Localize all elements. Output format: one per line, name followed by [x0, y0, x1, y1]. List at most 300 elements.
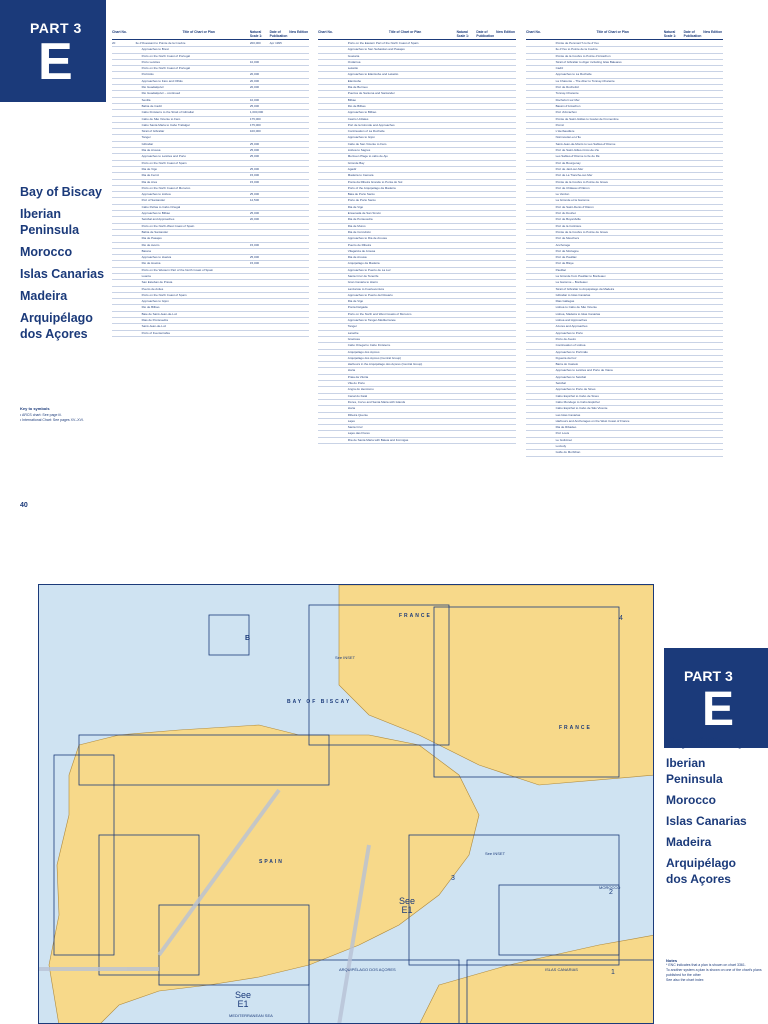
table-cell: Ports on the North Coast of Portugal: [141, 66, 190, 71]
table-cell: [112, 167, 136, 172]
table-cell: 25,000: [249, 211, 260, 216]
table-cell: Port de Jard-sur-Mer: [555, 166, 584, 171]
table-cell: [112, 224, 136, 229]
table-cell: [526, 123, 550, 128]
table-cell: Ponta da Ribeira Grande to Ponta do Sol: [347, 179, 403, 184]
table-cell: [684, 243, 704, 248]
table-cell: [684, 381, 704, 386]
table-cell: Lajes das Flores: [347, 431, 370, 436]
table-cell: Agadir: [347, 166, 357, 171]
table-cell: Port of Santander: [141, 198, 166, 203]
table-cell: [526, 154, 550, 159]
table-cell: [684, 142, 704, 147]
table-cell: [289, 41, 309, 46]
table-cell: Ports of Fuenterrabia: [141, 330, 170, 335]
table-cell: [289, 274, 309, 279]
table-cell: [526, 261, 550, 266]
table-cell: [664, 66, 684, 71]
table-cell: [318, 362, 342, 367]
table-header-cell: New Edition: [703, 30, 723, 34]
table-cell: [496, 161, 516, 166]
table-cell: [318, 192, 342, 197]
table-header-cell: Title of Chart or Plan: [596, 30, 629, 34]
table-cell: [664, 192, 684, 197]
table-cell: [703, 450, 723, 455]
table-cell: [250, 299, 270, 304]
table-cell: [112, 154, 136, 159]
table-cell: [526, 224, 550, 229]
table-cell: [289, 142, 309, 147]
table-cell: Gibraltar: [141, 141, 154, 146]
table-cell: [318, 312, 342, 317]
table-cell: [112, 305, 136, 310]
table-cell: [112, 79, 136, 84]
table-cell: [476, 318, 496, 323]
table-cell: [496, 173, 516, 178]
table-cell: [684, 85, 704, 90]
table-cell: Lisboa and Approaches: [555, 318, 587, 323]
table-cell: [684, 413, 704, 418]
table-cell: [250, 230, 270, 235]
table-cell: [684, 54, 704, 59]
table-cell: [457, 142, 477, 147]
table-cell: Approaches to Puerto del Rosario: [347, 292, 393, 297]
table-cell: Port Louis: [555, 431, 570, 436]
table-cell: [289, 173, 309, 178]
region-name: Morocco: [666, 793, 717, 807]
table-cell: [703, 331, 723, 336]
table-cell: [112, 331, 136, 336]
see-e1-azores-line-2: E1: [237, 999, 249, 1009]
table-cell: [496, 337, 516, 342]
table-cell: [270, 211, 290, 216]
table-cell: Gibraltar to Islas Canarias: [555, 292, 591, 297]
table-cell: [318, 180, 342, 185]
table-cell: [318, 205, 342, 210]
table-cell: [112, 236, 136, 241]
table-cell: [476, 41, 496, 46]
table-cell: Loctudy: [555, 444, 567, 448]
table-cell: [526, 198, 550, 203]
table-cell: [496, 148, 516, 153]
table-cell: [703, 41, 723, 46]
table-cell: [457, 85, 477, 90]
table-cell: Port de La Tranche-sur-Mer: [555, 173, 593, 178]
table-cell: [270, 110, 290, 115]
table-cell: [318, 356, 342, 361]
table-cell: [664, 180, 684, 185]
table-cell: Porto Leixões: [141, 59, 160, 64]
table-cell: [318, 261, 342, 266]
table-cell: [476, 148, 496, 153]
table-cell: [526, 110, 550, 115]
table-cell: [496, 180, 516, 185]
table-cell: Strait of Gibraltar to Arquipélago da Madeira: [555, 286, 615, 291]
table-cell: [318, 110, 342, 115]
table-cell: [664, 268, 684, 273]
table-cell: [496, 261, 516, 266]
table-cell: [476, 85, 496, 90]
table-cell: [318, 287, 342, 292]
table-cell: [457, 104, 477, 109]
map-number-2: 2: [609, 889, 613, 896]
table-cell: [270, 324, 290, 329]
table-cell: [496, 350, 516, 355]
table-cell: [318, 318, 342, 323]
table-cell: [289, 98, 309, 103]
table-cell: [664, 72, 684, 77]
table-cell: [496, 400, 516, 405]
table-cell: [496, 287, 516, 292]
table-cell: [684, 305, 704, 310]
table-cell: [703, 356, 723, 361]
table-cell: [496, 217, 516, 222]
table-cell: Azores and Approaches: [555, 324, 588, 329]
table-cell: [318, 230, 342, 235]
table-cell: Approaches to Bilbao: [347, 110, 377, 115]
table-cell: [250, 205, 270, 210]
table-cell: Bahia de Santander: [141, 229, 169, 234]
table-cell: [476, 54, 496, 59]
table-cell: [289, 117, 309, 122]
table-cell: [684, 343, 704, 348]
table-cell: [476, 312, 496, 317]
region-name: Iberian: [20, 207, 61, 221]
table-cell: [664, 261, 684, 266]
table-cell: [703, 337, 723, 342]
table-cell: Gran Canaria to Hierro: [347, 280, 379, 285]
table-cell: [289, 129, 309, 134]
table-cell: Bilbao: [347, 97, 357, 102]
table-cell: Continuation of La Rochelle: [347, 129, 385, 134]
region-name: dos Açores: [666, 872, 731, 886]
table-cell: [703, 293, 723, 298]
table-cell: Apr 1995: [269, 41, 282, 45]
table-cell: [664, 431, 684, 436]
table-cell: [703, 224, 723, 229]
table-cell: [526, 406, 550, 411]
table-cell: [289, 104, 309, 109]
table-cell: [112, 173, 136, 178]
table-cell: 15,000: [249, 242, 260, 247]
table-cell: [703, 431, 723, 436]
table-cell: Cabo de San Vicente to Faro: [347, 141, 387, 146]
table-cell: [684, 318, 704, 323]
table-cell: [289, 299, 309, 304]
table-cell: [703, 387, 723, 392]
table-cell: [684, 444, 704, 449]
table-cell: [703, 280, 723, 285]
table-cell: [496, 85, 516, 90]
table-cell: [684, 293, 704, 298]
table-cell: Rias Gallegas: [555, 299, 575, 304]
table-cell: [289, 66, 309, 71]
table-cell: La Gironde from Pauillac to Bordeaux: [555, 273, 606, 278]
table-cell: [496, 129, 516, 134]
table-cell: [526, 142, 550, 147]
table-cell: [703, 312, 723, 317]
table-cell: [318, 381, 342, 386]
table-cell: [289, 154, 309, 159]
table-cell: [684, 192, 704, 197]
table-cell: [318, 337, 342, 342]
table-cell: [318, 293, 342, 298]
table-cell: [270, 198, 290, 203]
table-cell: [703, 98, 723, 103]
table-cell: [112, 72, 136, 77]
table-cell: [112, 287, 136, 292]
map-label-see-b: B: [245, 635, 251, 642]
table-cell: [112, 66, 136, 71]
table-cell: [457, 343, 477, 348]
table-cell: [457, 180, 477, 185]
table-cell: [289, 47, 309, 52]
map-label-see-e1: [399, 897, 415, 915]
table-cell: [684, 186, 704, 191]
table-cell: Approaches to Gijon: [347, 135, 375, 140]
table-cell: [476, 413, 496, 418]
table-cell: [289, 261, 309, 266]
table-cell: [526, 375, 550, 380]
table-cell: [664, 54, 684, 59]
table-cell: [684, 79, 704, 84]
map-label-azores: ARQUIPÉLAGO DOS AÇORES: [339, 967, 396, 972]
table-cell: [526, 324, 550, 329]
table-cell: [476, 198, 496, 203]
table-cell: [684, 211, 704, 216]
table-cell: [318, 224, 342, 229]
table-cell: [684, 312, 704, 317]
table-cell: [664, 161, 684, 166]
table-cell: [703, 243, 723, 248]
table-cell: [250, 186, 270, 191]
table-cell: Horta: [347, 406, 356, 411]
table-cell: [684, 148, 704, 153]
table-cell: [476, 406, 496, 411]
table-cell: [526, 419, 550, 424]
table-cell: [318, 66, 342, 71]
table-cell: [684, 224, 704, 229]
table-cell: [496, 293, 516, 298]
table-cell: [318, 274, 342, 279]
table-cell: Saint-Jean-de-Luz: [141, 324, 167, 329]
table-cell: [476, 123, 496, 128]
chart-table-column-3: [526, 30, 723, 457]
region-name: Islas Canarias: [20, 267, 105, 281]
table-cell: [476, 173, 496, 178]
table-cell: Puerto de Aviles: [141, 286, 164, 291]
table-cell: [318, 331, 342, 336]
table-cell: [496, 312, 516, 317]
table-cell: [703, 343, 723, 348]
table-cell: [684, 350, 704, 355]
table-cell: [664, 167, 684, 172]
table-cell: [476, 293, 496, 298]
table-cell: [112, 318, 136, 323]
table-cell: [664, 243, 684, 248]
table-cell: 175,000: [249, 116, 261, 121]
table-cell: Approaches to Leixões and Porto: [141, 154, 186, 159]
table-cell: 20,000: [249, 78, 260, 83]
table-cell: 25,000: [249, 166, 260, 171]
table-cell: [318, 375, 342, 380]
table-cell: [318, 305, 342, 310]
table-cell: [496, 425, 516, 430]
table-cell: [318, 387, 342, 392]
table-cell: [318, 98, 342, 103]
table-cell: [496, 198, 516, 203]
table-cell: [270, 91, 290, 96]
table-cell: Madeira to Camara: [347, 173, 374, 178]
table-cell: Port de Pauillac: [555, 255, 577, 260]
table-cell: [664, 425, 684, 430]
table-cell: [457, 438, 477, 443]
table-cell: [476, 362, 496, 367]
table-cell: Gironde Bay: [347, 160, 365, 165]
table-cell: [496, 406, 516, 411]
table-cell: [289, 224, 309, 229]
table-cell: [318, 211, 342, 216]
table-cell: [684, 154, 704, 159]
table-cell: [457, 211, 477, 216]
table-cell: [664, 142, 684, 147]
table-cell: [457, 406, 477, 411]
table-cell: [703, 211, 723, 216]
table-cell: [526, 117, 550, 122]
table-cell: [457, 236, 477, 241]
table-cell: [112, 91, 136, 96]
table-cell: [476, 324, 496, 329]
table-cell: [703, 394, 723, 399]
table-cell: [457, 66, 477, 71]
table-cell: Rio de Bilbao: [141, 305, 160, 310]
table-cell: [270, 142, 290, 147]
table-cell: Rias de Pontevedra: [141, 318, 168, 323]
table-cell: Santa Cruz de Tenerife: [347, 273, 379, 278]
table-cell: [476, 343, 496, 348]
table-cell: [318, 47, 342, 52]
table-cell: [703, 129, 723, 134]
table-cell: Ribeira Quente: [347, 412, 368, 417]
table-cell: [318, 343, 342, 348]
table-cell: [457, 274, 477, 279]
table-cell: [496, 274, 516, 279]
table-cell: [476, 129, 496, 134]
table-cell: [526, 331, 550, 336]
table-cell: [526, 41, 550, 46]
table-cell: [684, 356, 704, 361]
table-cell: Sevilla: [141, 97, 151, 102]
table-cell: [684, 425, 704, 430]
table-cell: [250, 268, 270, 273]
table-cell: [318, 255, 342, 260]
table-cell: Rio de Huelva: [141, 261, 161, 266]
table-cell: [476, 261, 496, 266]
table-cell: [496, 343, 516, 348]
table-cell: [318, 324, 342, 329]
table-cell: [703, 400, 723, 405]
table-cell: [496, 123, 516, 128]
table-cell: [289, 186, 309, 191]
table-cell: [526, 450, 550, 455]
table-cell: [318, 413, 342, 418]
table-cell: [526, 54, 550, 59]
table-cell: [664, 198, 684, 203]
table-cell: [526, 79, 550, 84]
table-cell: 25,000: [249, 103, 260, 108]
table-cell: [270, 167, 290, 172]
table-cell: Lisboa to Sagres: [347, 148, 371, 153]
table-cell: [270, 135, 290, 140]
table-cell: Les Sables-d'Olonne to Ile de Ré: [555, 154, 600, 159]
table-cell: [664, 450, 684, 455]
table-cell: [476, 135, 496, 140]
table-header-cell: Title of Chart or Plan: [182, 30, 215, 34]
map-label-france-top: FRANCE: [399, 613, 432, 619]
table-cell: [457, 60, 477, 65]
table-cell: [664, 60, 684, 65]
table-cell: [496, 280, 516, 285]
table-cell: [457, 293, 477, 298]
table-cell: Cabo Espichel to Cabo de São Vicente: [555, 406, 608, 411]
table-cell: [496, 110, 516, 115]
table-cell: [703, 192, 723, 197]
table-cell: [526, 236, 550, 241]
table-cell: Approaches to Porto: [555, 330, 583, 335]
table-cell: [684, 217, 704, 222]
table-cell: [496, 431, 516, 436]
table-cell: Horta: [347, 368, 356, 373]
table-cell: [476, 142, 496, 147]
table-cell: [684, 431, 704, 436]
table-cell: [664, 312, 684, 317]
table-cell: [664, 356, 684, 361]
table-cell: [112, 192, 136, 197]
table-cell: [476, 299, 496, 304]
table-cell: [250, 280, 270, 285]
table-cell: [684, 375, 704, 380]
table-header-cell: Chart No.: [112, 30, 127, 34]
table-cell: [112, 274, 136, 279]
table-cell: [112, 148, 136, 153]
table-cell: Approaches to San Sebastian and Pasajes: [347, 47, 405, 52]
table-cell: Flores, Corvo and Santa Maria with Islands: [347, 399, 406, 404]
table-cell: [684, 230, 704, 235]
table-cell: [526, 217, 550, 222]
table-cell: [496, 224, 516, 229]
table-cell: Ports on the North-West Coast of Spain: [141, 223, 195, 228]
notes-block: [666, 958, 766, 983]
table-cell: [476, 381, 496, 386]
table-cell: [318, 350, 342, 355]
table-cell: [703, 255, 723, 260]
table-cell: [112, 117, 136, 122]
table-cell: [318, 41, 342, 46]
table-cell: [664, 331, 684, 336]
table-cell: [684, 66, 704, 71]
table-cell: [664, 293, 684, 298]
table-cell: [457, 368, 477, 373]
table-cell: [457, 117, 477, 122]
table-cell: [703, 324, 723, 329]
table-cell: [318, 299, 342, 304]
table-cell: Pointe de Saint-Gildas to Goulet de Fromentine: [555, 116, 619, 121]
table-cell: [664, 381, 684, 386]
table-cell: [703, 425, 723, 430]
table-cell: Cabo Finisterre to the Strait of Gibraltar: [141, 110, 194, 115]
table-cell: [496, 255, 516, 260]
notes-line: See also the chart index: [666, 978, 704, 982]
